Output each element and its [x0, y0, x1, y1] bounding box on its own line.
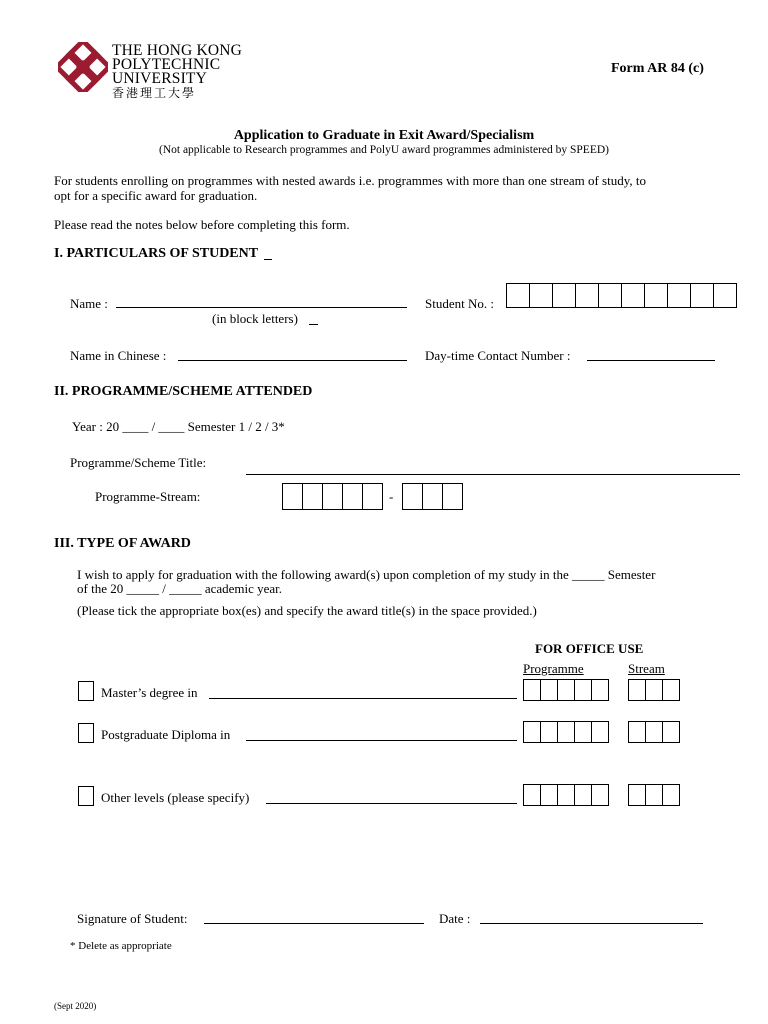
name-chinese-field[interactable]: [178, 360, 407, 361]
section-3-heading: III. TYPE OF AWARD: [54, 536, 191, 551]
pg-diploma-programme-boxes: [523, 721, 609, 743]
other-programme-boxes: [523, 784, 609, 806]
programme-stream-label: Programme-Stream:: [95, 489, 201, 504]
pg-diploma-checkbox[interactable]: [78, 723, 94, 743]
other-stream-boxes: [628, 784, 680, 806]
form-subtitle: (Not applicable to Research programmes and PolyU award programmes administered by SPEED): [159, 144, 609, 156]
programme-title-field[interactable]: [246, 474, 740, 475]
signature-label: Signature of Student:: [77, 911, 188, 926]
stream-dash: -: [389, 489, 394, 504]
form-code: Form AR 84 (c): [611, 61, 704, 76]
intro-line-1: For students enrolling on programmes with nested awards i.e. programmes with more than one stream of study, to: [54, 173, 646, 188]
pg-diploma-field[interactable]: [246, 740, 517, 741]
other-levels-label: Other levels (please specify): [101, 790, 250, 805]
intro-line-2: opt for a specific award for graduation.: [54, 188, 258, 203]
contact-number-label: Day-time Contact Number :: [425, 348, 571, 363]
year-semester-line[interactable]: Year : 20 ____ / ____ Semester 1 / 2 / 3*: [72, 419, 285, 434]
section-1-heading: I. PARTICULARS OF STUDENT: [54, 246, 259, 261]
pg-diploma-stream-boxes: [628, 721, 680, 743]
tick-note: (Please tick the appropriate box(es) and specify the award title(s) in the space provided.): [77, 603, 537, 618]
pg-diploma-label: Postgraduate Diploma in: [101, 727, 231, 742]
name-field[interactable]: [116, 307, 407, 308]
date-label: Date :: [439, 911, 471, 926]
other-levels-checkbox[interactable]: [78, 786, 94, 806]
programme-column-header: Programme: [523, 661, 584, 676]
stream-code-boxes[interactable]: [402, 483, 463, 510]
block-letters-note: (in block letters): [212, 311, 298, 326]
name-label: Name :: [70, 296, 108, 311]
masters-checkbox[interactable]: [78, 681, 94, 701]
masters-label: Master’s degree in: [101, 685, 198, 700]
block-letters-underscore: [309, 324, 318, 325]
programme-code-boxes[interactable]: [282, 483, 383, 510]
heading-underscore: [264, 259, 272, 260]
student-no-label: Student No. :: [425, 296, 494, 311]
notes-text: Please read the notes below before completing this form.: [54, 217, 350, 232]
student-no-boxes[interactable]: [506, 283, 737, 308]
masters-field[interactable]: [209, 698, 517, 699]
date-field[interactable]: [480, 923, 703, 924]
masters-programme-boxes: [523, 679, 609, 701]
wish-line-1: I wish to apply for graduation with the following award(s) upon completion of my study in the _____ Semester: [77, 567, 656, 582]
polyu-logo: [58, 42, 310, 100]
logo-line-1: THE HONG KONG: [112, 42, 243, 59]
university-name: [112, 44, 310, 100]
office-use-heading: FOR OFFICE USE: [535, 641, 644, 656]
logo-line-chinese: 香港理工大學: [112, 86, 197, 100]
footnote: * Delete as appropriate: [70, 940, 172, 952]
logo-line-2: POLYTECHNIC UNIVERSITY: [112, 56, 221, 87]
section-2-heading: II. PROGRAMME/SCHEME ATTENDED: [54, 384, 313, 399]
polyu-knot-icon: [58, 42, 108, 92]
contact-number-field[interactable]: [587, 360, 715, 361]
signature-field[interactable]: [204, 923, 424, 924]
name-chinese-label: Name in Chinese :: [70, 348, 167, 363]
stream-column-header: Stream: [628, 661, 665, 676]
programme-title-label: Programme/Scheme Title:: [70, 455, 207, 470]
version-date: (Sept 2020): [54, 1001, 97, 1011]
other-levels-field[interactable]: [266, 803, 517, 804]
form-title: Application to Graduate in Exit Award/Specialism: [233, 128, 535, 143]
wish-line-2: of the 20 _____ / _____ academic year.: [77, 581, 283, 596]
masters-stream-boxes: [628, 679, 680, 701]
